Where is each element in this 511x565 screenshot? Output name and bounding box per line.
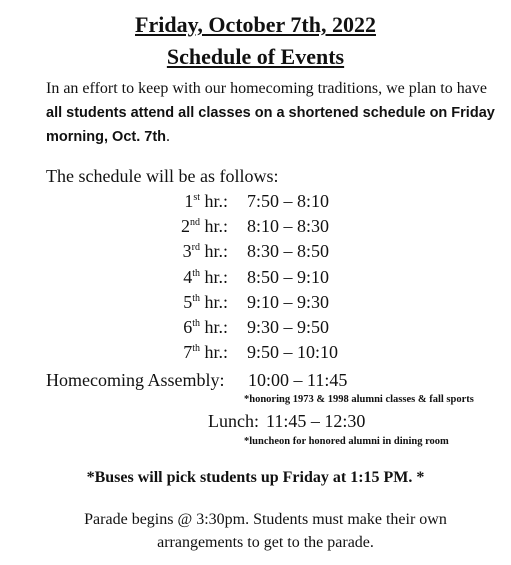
lunch-note: *luncheon for honored alumni in dining room — [244, 436, 449, 447]
hour-time: 9:30 – 9:50 — [247, 317, 330, 337]
hour-label: 6th hr.: — [183, 317, 228, 337]
page-title: Friday, October 7th, 2022 — [135, 12, 376, 37]
hour-time: 8:30 – 8:50 — [247, 241, 330, 262]
hour-label: 7th hr.: — [183, 342, 228, 363]
buses-notice: *Buses will pick students up Friday at 1:15 PM. * — [86, 469, 425, 486]
hour-time: 9:10 – 9:30 — [247, 291, 330, 312]
assembly-note: *honoring 1973 & 1998 alumni classes & fall sports — [244, 394, 474, 405]
lunch-label: Lunch: — [208, 411, 259, 431]
hour-time: 8:10 – 8:30 — [247, 216, 330, 237]
intro-paragraph — [46, 77, 496, 150]
hour-label: 5th hr.: — [183, 291, 228, 312]
hour-time: 9:50 – 10:10 — [247, 342, 339, 363]
hour-time: 7:50 – 8:10 — [247, 191, 330, 211]
intro-tail: . — [166, 128, 171, 145]
parade-notice: Parade begins @ 3:30pm. Students must make their own arrangements to get to the parade. — [84, 511, 447, 551]
schedule-title: Schedule of Events — [166, 44, 345, 69]
hour-label: 1st hr.: — [184, 191, 228, 211]
intro-lead: In an effort to keep with our homecoming traditions, we plan to have — [46, 80, 487, 97]
schedule-heading: The schedule will be as follows: — [46, 166, 279, 186]
hour-label: 3rd hr.: — [182, 241, 228, 262]
lunch-time: 11:45 – 12:30 — [266, 411, 366, 431]
hour-label: 2nd hr.: — [180, 216, 228, 237]
hour-label: 4th hr.: — [183, 266, 228, 287]
hour-time: 8:50 – 9:10 — [247, 266, 330, 287]
assembly-label: Homecoming Assembly: — [46, 370, 225, 390]
assembly-time: 10:00 – 11:45 — [248, 370, 348, 390]
intro-bold: all students attend all classes on a shortened schedule on Friday morning, Oct. 7th — [46, 104, 495, 145]
